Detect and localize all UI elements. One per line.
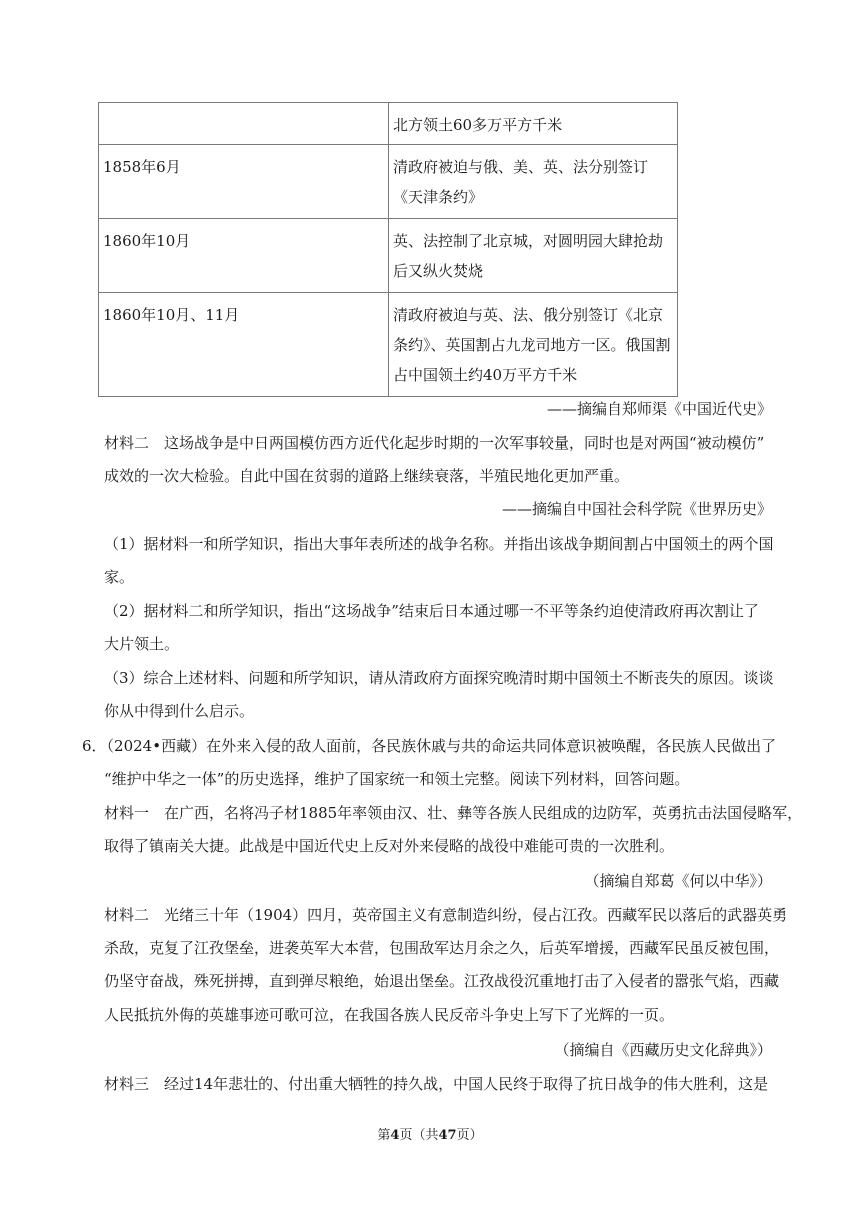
question-3-text: （3）综合上述材料、问题和所学知识，请从清政府方面探究晚清时期中国领土不断丧失的原因。谈谈	[104, 669, 774, 687]
table-cell-date	[99, 103, 389, 145]
question-6-stem: 6．（2024•西藏）在外来入侵的敌人面前，各民族休戚与共的命运共同体意识被唤醒，各民族人民做出了	[82, 737, 777, 755]
table-cell-event: 清政府被迫与英、法、俄分别签订《北京条约》、英国割占九龙司地方一区。俄国割占中国领土约40万平方千米	[389, 293, 678, 397]
material-two-text: 人民抵抗外侮的英雄事迹可歌可泣，在我国各族人民反帝斗争史上写下了光辉的一页。	[104, 1006, 675, 1024]
source-citation-2: ——摘编自中国社会科学院《世界历史》	[501, 500, 772, 518]
question-2-text: （2）据材料二和所学知识，指出“这场战争”结束后日本通过哪一不平等条约迫使清政府再次割让了	[104, 602, 759, 620]
chronology-table	[98, 102, 678, 397]
table-cell-event: 北方领土60多万平方千米	[389, 103, 678, 145]
material-one-text: 取得了镇南关大捷。此战是中国近代史上反对外来侵略的战役中难能可贵的一次胜利。	[104, 837, 675, 855]
table-cell-date: 1860年10月、11月	[99, 293, 389, 397]
table-cell-date: 1860年10月	[99, 219, 389, 293]
page-number: 4	[390, 1128, 400, 1143]
table-row	[99, 103, 678, 145]
footer-middle: 页（共	[399, 1128, 439, 1143]
material-one-text: 材料一 在广西，名将冯子材1885年率领由汉、壮、彝等各族人民组成的边防军，英勇抗击法国侵略军，	[104, 804, 803, 822]
source-citation-4: （摘编自《西藏历史文化辞典》）	[554, 1041, 772, 1059]
question-3-text: 你从中得到什么启示。	[104, 702, 255, 720]
question-6-stem: “维护中华之一体”的历史选择，维护了国家统一和领土完整。阅读下列材料，回答问题。	[104, 770, 690, 788]
material-two-text: 仍坚守奋战，殊死拼搏，直到弹尽粮绝，始退出堡垒。江孜战役沉重地打击了入侵者的嚣张气焰，西藏	[104, 972, 780, 990]
question-1-text: 家。	[104, 568, 135, 586]
material-two-text: 材料二 光绪三十年（1904）四月，英帝国主义有意制造纠纷，侵占江孜。西藏军民以落后的武器英勇	[104, 906, 788, 924]
table-cell-event: 清政府被迫与俄、美、英、法分别签订《天津条约》	[389, 145, 678, 219]
source-citation-3: （摘编自郑葛《何以中华》）	[584, 872, 772, 890]
source-citation-1: ——摘编自郑师渠《中国近代史》	[546, 400, 772, 418]
table-cell-event: 英、法控制了北京城，对圆明园大肆抢劫后又纵火焚烧	[389, 219, 678, 293]
question-1-text: （1）据材料一和所学知识，指出大事年表所述的战争名称。并指出该战争期间割占中国领土的两个国	[104, 535, 774, 553]
table-row	[99, 219, 678, 293]
question-2-text: 大片领土。	[104, 635, 180, 653]
footer-prefix: 第	[377, 1128, 391, 1143]
total-pages: 47	[438, 1128, 457, 1143]
table-row	[99, 293, 678, 397]
footer-suffix: 页）	[456, 1128, 483, 1143]
page-footer	[0, 1127, 860, 1145]
table-row	[99, 145, 678, 219]
material-two-text: 成效的一次大检验。自此中国在贫弱的道路上继续衰落，半殖民地化更加严重。	[104, 467, 630, 485]
material-three-text: 材料三 经过14年悲壮的、付出重大牺牲的持久战，中国人民终于取得了抗日战争的伟大胜利，这是	[104, 1075, 769, 1093]
material-two-text: 杀敌，克复了江孜堡垒，进袭英军大本营，包围敌军达月余之久，后英军增援，西藏军民虽反被包围，	[104, 939, 780, 957]
table-cell-date: 1858年6月	[99, 145, 389, 219]
material-two-text: 材料二 这场战争是中日两国模仿西方近代化起步时期的一次军事较量，同时也是对两国“被动模仿”	[104, 434, 765, 452]
